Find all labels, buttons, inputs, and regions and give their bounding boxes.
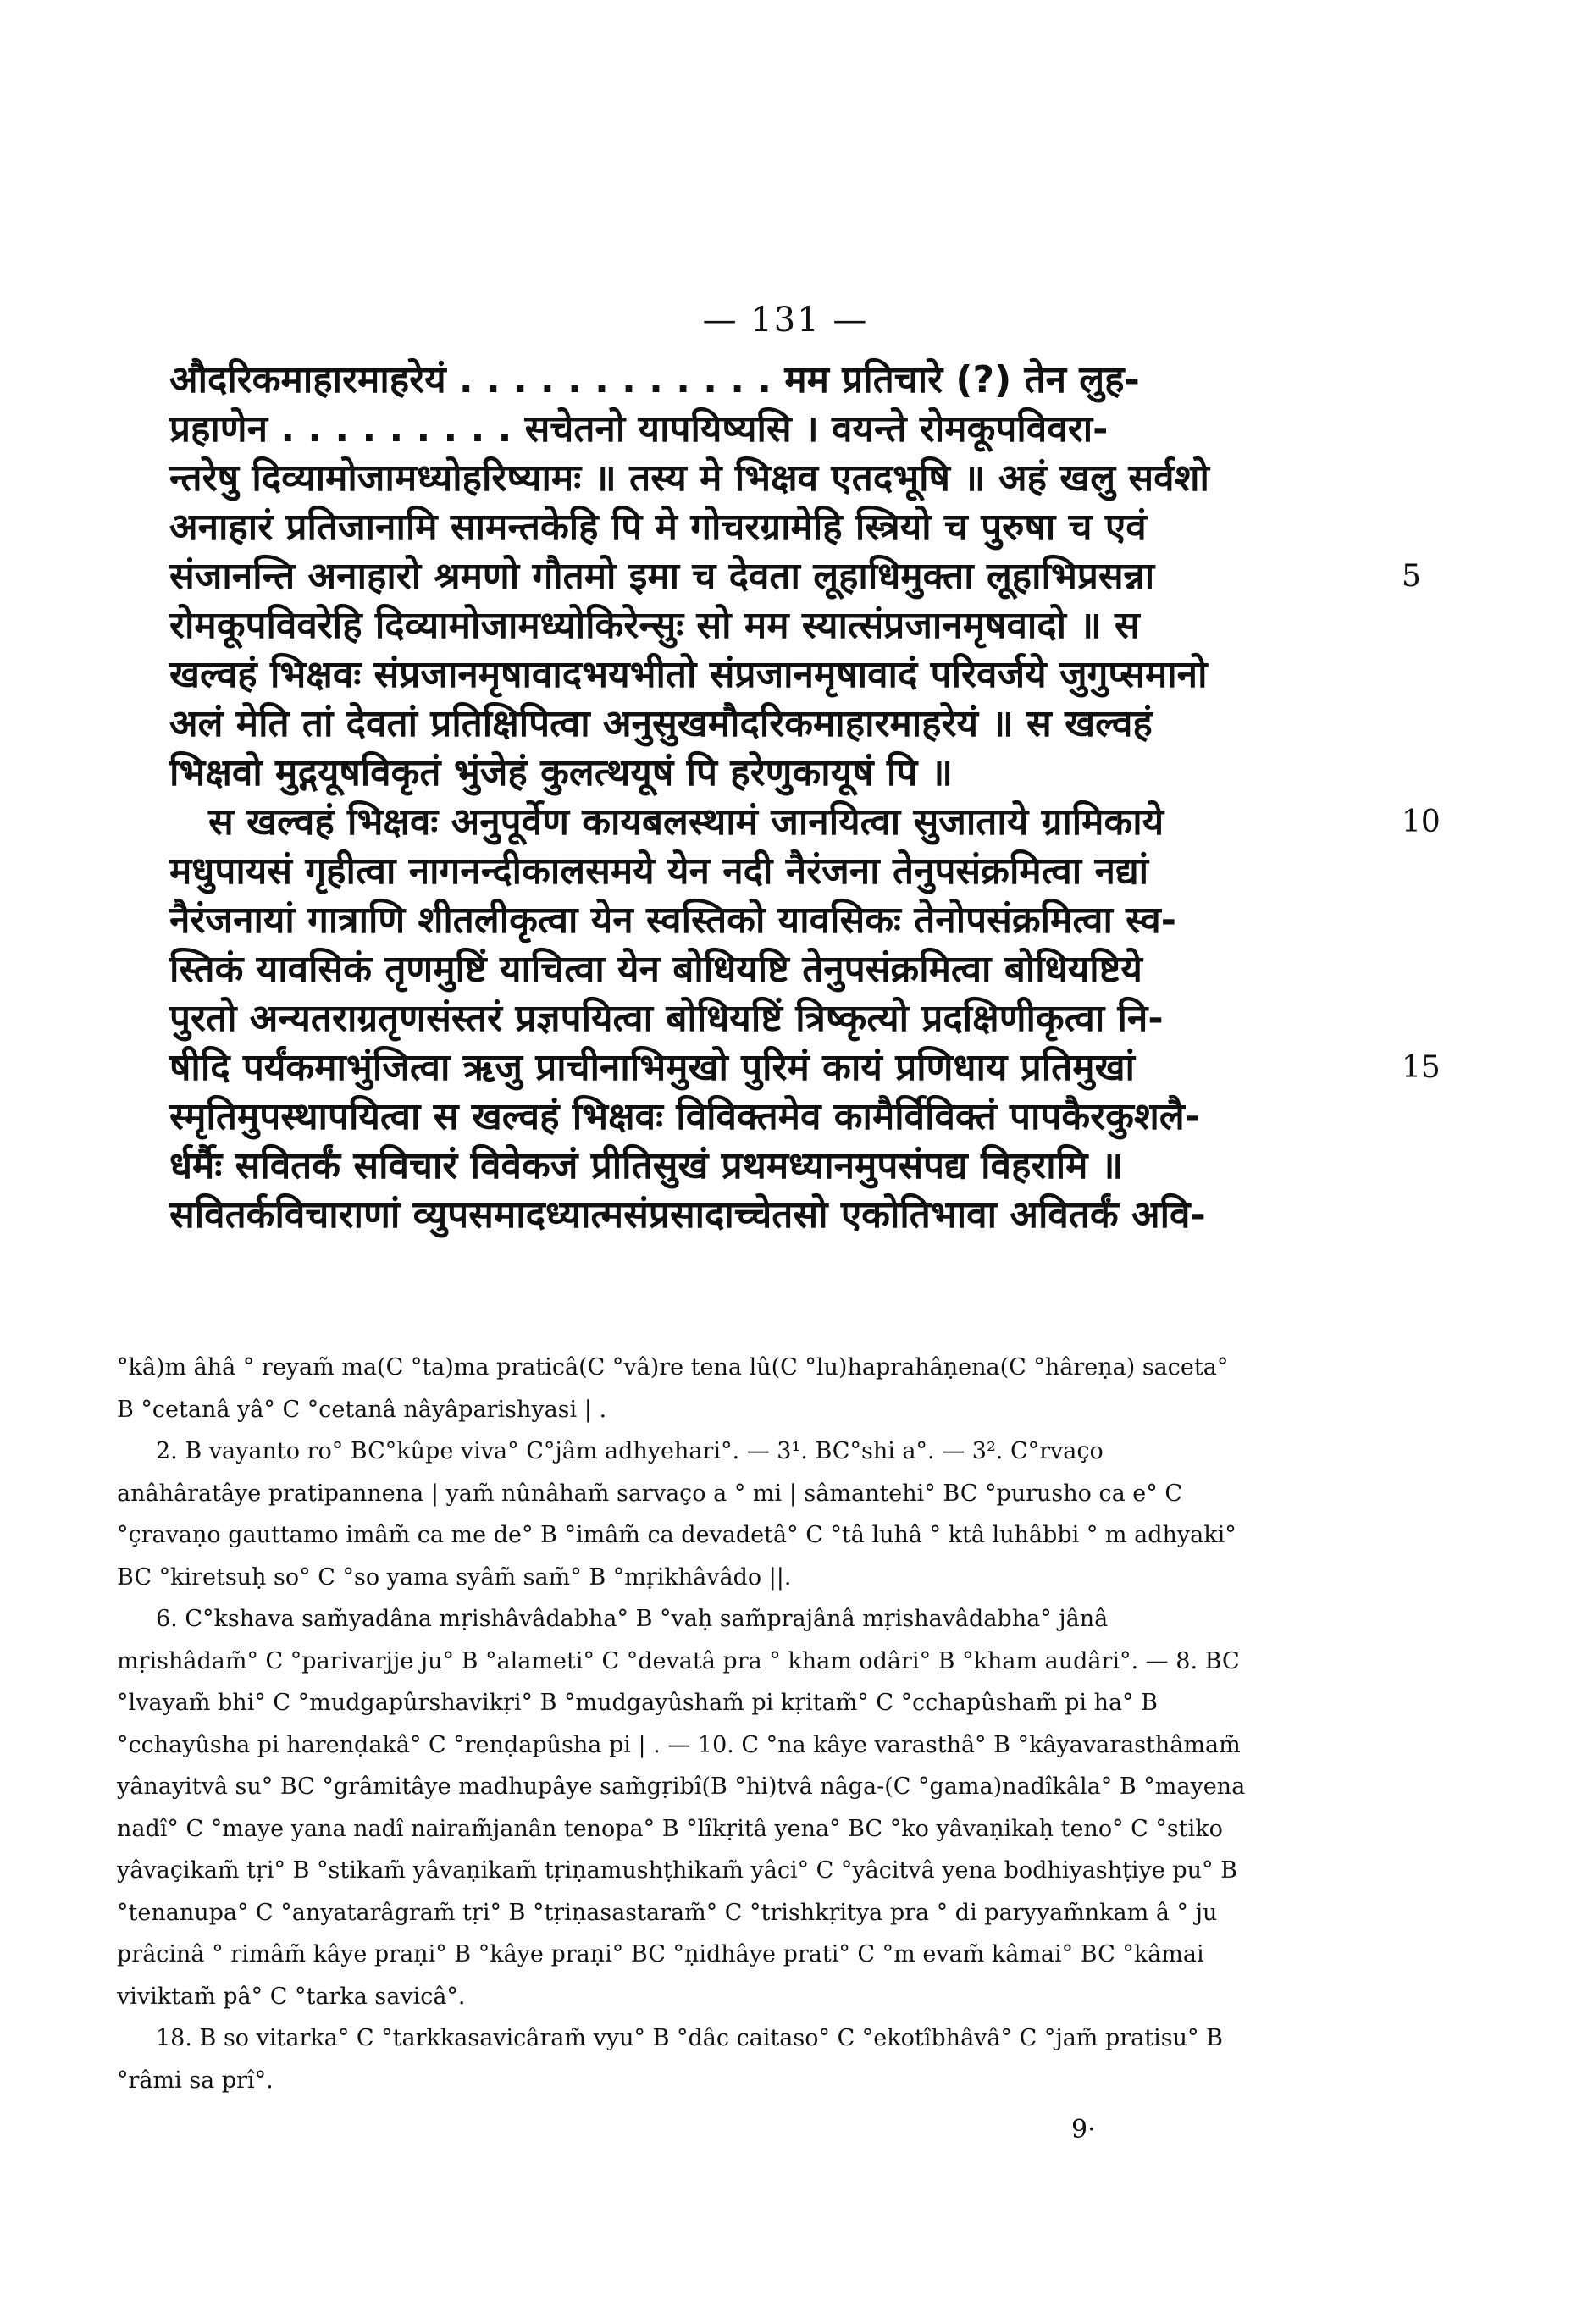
line-text: प्रहाणेन . . . . . . . . . सचेतनो यापयिष्यसि । वयन्ते रोमकूपविवरा- <box>169 407 1109 451</box>
line-text: र्धर्मैः सवितर्कं सविचारं विवेकजं प्रीतिसुखं प्रथमध्यानमुपसंपद्य विहरामि ॥ <box>169 1144 1124 1187</box>
line-text: स खल्वहं भिक्षवः अनुपूर्वेण कायबलस्थामं जानयित्वा सुजाताये ग्रामिकाये <box>208 800 1164 844</box>
text-line <box>169 749 1245 798</box>
text-line <box>169 945 1245 994</box>
line-text: भिक्षवो मुद्गयूषविकृतं भुंजेहं कुलत्थयूषं पि हरेणुकायूषं पि ॥ <box>169 751 953 794</box>
line-text: न्तरेषु दिव्यामोजामध्योहरिष्यामः ॥ तस्य मे भिक्षव एतदभूषि ॥ अहं खलु सर्वशो <box>169 456 1209 500</box>
signature-mark: 9· <box>1071 2115 1096 2144</box>
text-line <box>169 454 1245 503</box>
text-line <box>169 700 1245 749</box>
text-line <box>169 1142 1245 1191</box>
text-line <box>169 798 1441 847</box>
line-text: स्मृतिमुपस्थापयित्वा स खल्वहं भिक्षवः विविक्तमेव कामैर्विविक्तं पापकैरकुशलै- <box>169 1095 1200 1138</box>
text-line <box>169 650 1245 700</box>
line-text: औदरिकमाहारमाहरेयं . . . . . . . . . . . . मम प्रतिचारे (?) तेन लुह- <box>169 358 1140 401</box>
line-number: 15 <box>1402 1050 1441 1085</box>
text-line <box>169 847 1245 896</box>
text-line <box>169 896 1245 945</box>
text-line <box>169 994 1245 1043</box>
text-line <box>169 1093 1245 1142</box>
line-text: अनाहारं प्रतिजानामि सामन्तकेहि पि मे गोचरग्रामेहि स्त्रियो च पुरुषा च एवं <box>169 506 1147 549</box>
line-text: नैरंजनायां गात्राणि शीतलीकृत्वा येन स्वस्तिको यावसिकः तेनोपसंक्रमित्वा स्व- <box>169 899 1177 942</box>
text-line <box>169 356 1245 405</box>
text-line <box>169 601 1245 650</box>
line-text: मधुपायसं गृहीत्वा नागनन्दीकालसमये येन नदी नैरंजना तेनुपसंक्रमित्वा नद्यां <box>169 849 1149 893</box>
apparatus-note: 18. B so vitarka° C °tarkkasavicâram̃ vyu° B °dâc caitaso° C °ekotîbhâvâ° C °jam̃ pratisu° B °râmi sa prî°. <box>117 2025 1223 2094</box>
line-text: पुरतो अन्यतराग्रतृणसंस्तरं प्रज्ञपयित्वा बोधियष्टिं त्रिष्कृत्यो प्रदक्षिणीकृत्वा नि- <box>169 997 1164 1040</box>
apparatus-note: 6. C°kshava sam̃yadâna mṛishâvâdabha° B °vaḥ sam̃prajânâ mṛishavâdabha° jânâ mṛishâdam̃° C °parivarjje ju° B °alameti° C °devatâ pra ° kham odâri° B °kham audâri°. — 8. BC °lvayam̃ bhi° C °mudgapûrshavikṛi° B °mudgayûsham̃ pi kṛitam̃° C °cchapûsham̃ pi ha° B °cchayûsha pi harenḍakâ° C °renḍapûsha pi | . — 10. C °na kâye varasthâ° B °kâyavarasthâmam̃ yânayitvâ su° BC °grâmitâye madhupâye sam̃gṛibî(B °hi)tvâ nâga-(C °gama)nadîkâla° B °mayena nadî° C °maye yana nadî nairam̃janân tenopa° B °lîkṛitâ yena° BC °ko yâvaṇikaḥ teno° C °stiko yâvaçikam̃ tṛi° B °stikam̃ yâvaṇikam̃ tṛiṇamushṭhikam̃ yâci° C °yâcitvâ yena bodhiyashṭiye pu° B °tenanupa° C °anyatarâgram̃ tṛi° B °tṛiṇasastaram̃° C °trishkṛitya pra ° di paryyam̃nkam â ° ju prâcinâ ° rimâm̃ kâye praṇi° B °kâye praṇi° BC °ṇidhâye prati° C °m evam̃ kâmai° BC °kâmai viviktam̃ pâ° C °tarka savicâ°. <box>117 1606 1246 2010</box>
line-text: स्तिकं यावसिकं तृणमुष्टिं याचित्वा येन बोधियष्टि तेनुपसंक्रमित्वा बोधियष्टिये <box>169 948 1142 991</box>
line-number: 5 <box>1402 559 1421 594</box>
line-text: सवितर्कविचाराणां व्युपसमादध्यात्मसंप्रसादाच्चेतसो एकोतिभावा अवितर्कं अवि- <box>169 1193 1206 1237</box>
line-text: षीदि पर्यंकमाभुंजित्वा ऋजु प्राचीनाभिमुखो पुरिमं कायं प्रणिधाय प्रतिमुखां <box>169 1046 1135 1089</box>
line-text: अलं मेति तां देवतां प्रतिक्षिपित्वा अनुसुखमौदरिकमाहारमाहरेयं ॥ स खल्वहं <box>169 702 1153 745</box>
line-text: संजानन्ति अनाहारो श्रमणो गौतमो इमा च देवता लूहाधिमुक्ता लूहाभिप्रसन्ना <box>169 555 1155 598</box>
line-number: 10 <box>1402 805 1441 839</box>
main-text-block <box>169 356 1441 1240</box>
text-line <box>169 1191 1245 1240</box>
apparatus-note: °kâ)m âhâ ° reyam̃ ma(C °ta)ma praticâ(C °vâ)re tena lû(C °lu)haprahâṇena(C °hâreṇa) saceta° B °cetanâ yâ° C °cetanâ nâyâparishyasi | . <box>117 1354 1229 1423</box>
apparatus-note: 2. B vayanto ro° BC°kûpe viva° C°jâm adhyehari°. — 3¹. BC°shi a°. — 3². C°rvaço anâhâratâye pratipannena | yam̃ nûnâham̃ sarvaço a ° mi | sâmantehi° BC °purusho ca e° C °çravaṇo gauttamo imâm̃ ca me de° B °imâm̃ ca devadetâ° C °tâ luhâ ° ktâ luhâbbi ° m adhyaki° BC °kiretsuḥ so° C °so yama syâm̃ sam̃° B °mṛikhâvâdo ||. <box>117 1438 1236 1591</box>
text-line <box>169 405 1245 454</box>
line-text: खल्वहं भिक्षवः संप्रजानमृषावादभयभीतो संप्रजानमृषावादं परिवर्जये जुगुप्समानो <box>169 653 1208 696</box>
text-line <box>169 1043 1441 1093</box>
line-text: रोमकूपविवरेहि दिव्यामोजामध्योकिरेन्सुः सो मम स्यात्संप्रजानमृषवादो ॥ स <box>169 604 1140 647</box>
critical-apparatus <box>117 1347 1252 2101</box>
page-number: — 131 — <box>702 301 869 340</box>
text-line <box>169 552 1421 601</box>
text-line <box>169 503 1245 552</box>
